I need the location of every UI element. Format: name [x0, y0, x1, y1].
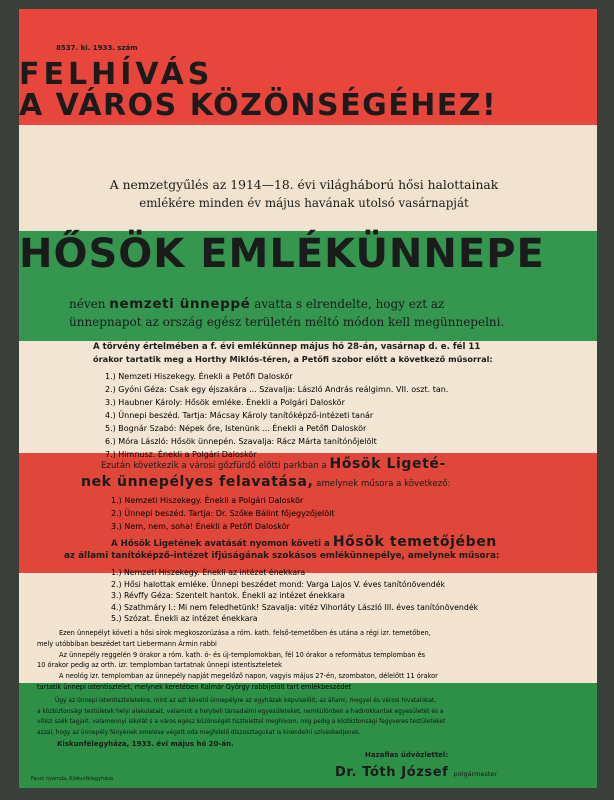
invitation-line: azzal, hogy az ünnepély fényének emelése végett oda megfelelő díszosztagokat is kirendelni szíveskedjenek. — [37, 729, 361, 736]
grove-pre: Ezután következik a városi gőzfürdő előtti parkban a — [101, 461, 327, 471]
decree-line-2: ünnepnapot az ország egész területén méltó módon kell megünnepelni. — [69, 315, 505, 329]
cemetery-line-1 — [111, 534, 497, 550]
decree-line-1 — [69, 296, 444, 312]
place-and-date: Kiskunfélegyháza, 1933. évi május hó 20-án. — [57, 740, 234, 748]
program-3-item: 5.) Szózat. Énekli az intézet énekkara — [111, 614, 258, 623]
title-line-1: FELHÍVÁS — [19, 57, 214, 92]
printer-imprint: Faust nyomda, Kiskunfélegyháza — [31, 776, 113, 782]
grove-line-1 — [101, 456, 446, 472]
program-1-item: 3.) Haubner Károly: Hősök emléke. Énekli a Polgári Daloskör — [105, 398, 345, 407]
closing-line: Az ünnepély reggelén 9 órakor a róm. kath. ó- és új-templomokban, fél 10 órakor a református templomban és — [59, 650, 426, 659]
program-2-item: 2.) Ünnepi beszéd. Tartja: Dr. Szőke Bálint főjegyzőjelölt — [111, 509, 335, 518]
title-line-2: A VÁROS KÖZÖNSÉGÉHEZ! — [19, 88, 498, 123]
program-3-list — [111, 567, 478, 625]
program-1-item: 5.) Bognár Szabó: Népek őre, Istenünk ... Énekli a Petőfi Daloskör — [105, 424, 367, 433]
intro-line-2: emlékére minden év május havának utolsó vasárnapját — [139, 196, 469, 210]
program-1-item: 7.) Himnusz. Énekli a Polgári Daloskör — [105, 450, 257, 459]
invitation-line: a közbiztonsági testületek helyi alakulatait, valamint a helybeli társadalmi egyesületeket, nemkülönben a hadirokkantak egyesületét és a — [37, 708, 444, 715]
program-3-item: 2.) Hősi halottak emléke. Ünnepi beszédet mond: Varga Lajos V. éves tanítónövendék — [111, 579, 446, 589]
decree-bold: nemzeti ünneppé — [109, 296, 251, 312]
signer-name: Dr. Tóth József — [335, 765, 449, 780]
program-intro-line-1: A törvény értelmében a f. évi emlékünnep május hó 28-án, vasárnap d. e. fél 11 — [93, 342, 481, 352]
program-intro-line-2: órakor tartatik meg a Horthy Miklós-téren, a Petőfi szobor előtt a következő műsorral: — [93, 354, 493, 364]
program-1-list — [105, 370, 448, 461]
cemetery-pre: A Hősök Ligetének avatását nyomon követi a — [111, 539, 330, 549]
signature-block — [335, 761, 497, 780]
program-2-list — [111, 494, 335, 533]
closing-line: A neológ izr. templomban az ünnepély napját megelőző napon, vagyis május 27-én, szombaton, délelőtt 11 órakor — [59, 672, 438, 681]
closing-line: mely utóbbiban beszédet tart Liebermann Ármin rabbi — [37, 639, 217, 648]
greeting: Hazafias üdvözlettel: — [365, 751, 449, 759]
decree-pre: néven — [69, 297, 106, 311]
decree-post: avatta s elrendelte, hogy ezt az — [254, 297, 445, 311]
grove-post: amelynek műsora a következő: — [316, 479, 451, 489]
program-2-item: 1.) Nemzeti Hiszekegy. Énekli a Polgári Daloskör — [111, 496, 304, 505]
grove-big-2: nek ünnepélyes felavatása, — [81, 474, 314, 490]
program-1-item: 1.) Nemzeti Hiszekegy. Énekli a Petőfi Daloskör — [105, 372, 293, 381]
program-1-item: 6.) Móra László: Hősök ünnepén. Szavalja: Rácz Márta tanítónőjelölt — [105, 437, 377, 446]
program-3-item: 1.) Nemzeti Hiszekegy. Énekli az intézet énekkara — [111, 568, 306, 577]
grove-line-2 — [81, 474, 450, 490]
cemetery-big: Hősök temetőjében — [332, 534, 497, 550]
invitation-paragraph — [37, 696, 445, 738]
program-1-item: 4.) Ünnepi beszéd. Tartja: Mácsay Károly tanítóképző-intézeti tanár — [105, 411, 374, 420]
program-2-item: 3.) Nem, nem, soha! Énekli a Petőfi Daloskör — [111, 522, 290, 531]
program-3-item: 4.) Szathmáry I.: Mi nem feledhetünk! Szavalja: vitéz Vihorláty László III. éves tanítónövendék — [111, 602, 479, 612]
main-heading: HŐSÖK EMLÉKÜNNEPE — [19, 231, 545, 277]
program-3-item: 3.) Révffy Géza: Szentelt hantok. Énekli az intézet énekkara — [111, 591, 345, 600]
closing-line: tartatik ünnepi istentisztelet, melynek keretében Kalmár György rabbijelölt tart emlékbeszédet — [37, 682, 352, 691]
poster — [19, 9, 597, 788]
intro-line-1: A nemzetgyűlés az 1914—18. évi világháború hősi halottainak — [109, 177, 499, 192]
invitation-line: vitézi szék tagjait, valamennyi iskolát s a város egész közönségét tisztelettel meghívom, míg pedig a közbiztonsági fegyveres testületeket — [37, 719, 446, 726]
program-1-item: 2.) Gyóni Géza: Csak egy éjszakára ... Szavalja: László András reálgimn. VII. oszt. tan. — [105, 385, 449, 394]
closing-line: Ezen ünnepélyt követi a hősi sírok megkoszorúzása a róm. kath. felső-temetőben és utána a régi izr. temetőben, — [59, 629, 431, 637]
reference-number: 8537. ki. 1933. szám — [56, 44, 138, 52]
grove-big-1: Hősök Ligeté- — [329, 456, 446, 472]
invitation-line: Úgy az ünnepi istentiszteletekre, mint az azt követő ünnepélyre az egyházak képviselőit, az állami, megyei és városi hivatalokat, — [55, 698, 437, 704]
signer-title: polgármester — [453, 770, 498, 778]
closing-paragraph — [37, 628, 438, 693]
cemetery-line-2: az állami tanítóképző-intézet ifjúságának szokásos emlékünnepélye, amelynek műsora: — [64, 551, 500, 561]
closing-line: 10 órakor pedig az orth. izr. templomban tartatnak ünnepi istentiszteletek — [37, 661, 282, 670]
